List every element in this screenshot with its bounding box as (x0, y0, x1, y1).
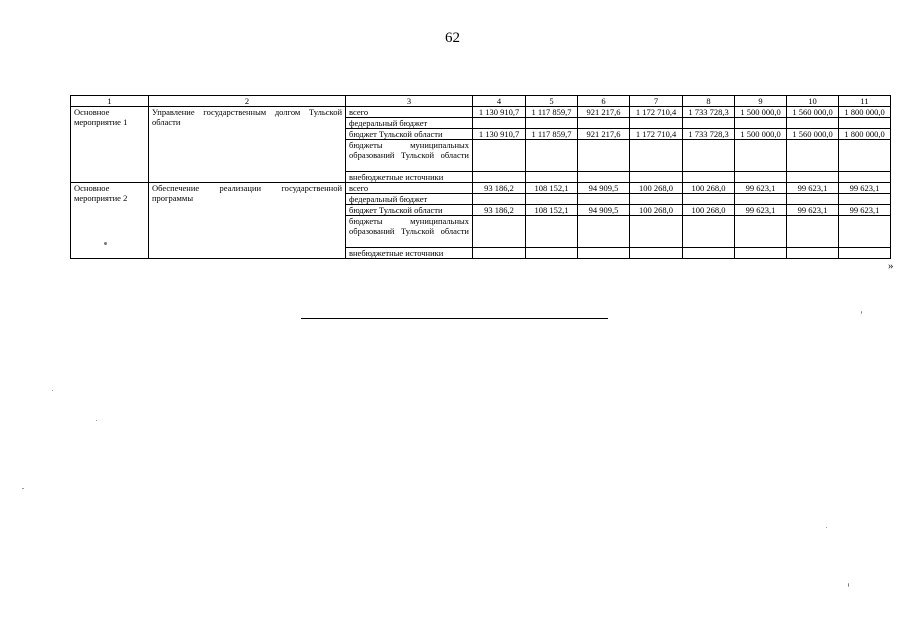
scan-speck (861, 311, 862, 314)
amount-cell: 93 186,2 (473, 205, 526, 216)
amount-cell (578, 140, 630, 172)
activity-description: Управление государственным долгом Тульской области (149, 107, 346, 183)
amount-cell (526, 118, 578, 129)
amount-cell: 100 268,0 (683, 183, 735, 194)
column-number: 4 (473, 96, 526, 107)
scan-speck (52, 390, 53, 391)
amount-cell: 1 172 710,4 (630, 129, 683, 140)
scan-speck (848, 583, 849, 587)
amount-cell (473, 172, 526, 183)
amount-cell (683, 194, 735, 205)
activity-name: Основное мероприятие 2 (71, 183, 149, 259)
amount-cell: 1 800 000,0 (839, 129, 891, 140)
funding-source: бюджет Тульской области (346, 205, 473, 216)
amount-cell: 921 217,6 (578, 129, 630, 140)
amount-cell (473, 140, 526, 172)
column-number: 10 (787, 96, 839, 107)
amount-cell (787, 172, 839, 183)
amount-cell: 100 268,0 (630, 183, 683, 194)
scan-speck (96, 420, 97, 421)
amount-cell (683, 172, 735, 183)
amount-cell: 1 560 000,0 (787, 107, 839, 118)
amount-cell (526, 248, 578, 259)
amount-cell (578, 172, 630, 183)
amount-cell (683, 140, 735, 172)
amount-cell: 921 217,6 (578, 107, 630, 118)
funding-source: федеральный бюджет (346, 118, 473, 129)
amount-cell (526, 140, 578, 172)
funding-source: бюджет Тульской области (346, 129, 473, 140)
amount-cell (683, 248, 735, 259)
column-number: 3 (346, 96, 473, 107)
amount-cell: 108 152,1 (526, 183, 578, 194)
amount-cell: 99 623,1 (735, 183, 787, 194)
amount-cell: 100 268,0 (683, 205, 735, 216)
amount-cell: 1 560 000,0 (787, 129, 839, 140)
funding-source: всего (346, 107, 473, 118)
amount-cell: 1 733 728,3 (683, 129, 735, 140)
amount-cell (839, 194, 891, 205)
amount-cell: 94 909,5 (578, 205, 630, 216)
amount-cell: 99 623,1 (839, 205, 891, 216)
amount-cell (735, 118, 787, 129)
amount-cell (630, 194, 683, 205)
funding-source: всего (346, 183, 473, 194)
table-row (71, 107, 891, 118)
amount-cell (473, 248, 526, 259)
column-number: 1 (71, 96, 149, 107)
amount-cell (839, 216, 891, 248)
amount-cell (787, 216, 839, 248)
amount-cell (839, 248, 891, 259)
amount-cell: 1 172 710,4 (630, 107, 683, 118)
amount-cell (578, 216, 630, 248)
budget-table (70, 95, 891, 259)
amount-cell (630, 172, 683, 183)
amount-cell: 93 186,2 (473, 183, 526, 194)
amount-cell (839, 140, 891, 172)
amount-cell (683, 216, 735, 248)
scan-speck (104, 242, 107, 245)
column-number: 9 (735, 96, 787, 107)
activity-name: Основное мероприятие 1 (71, 107, 149, 183)
amount-cell (473, 118, 526, 129)
amount-cell: 99 623,1 (787, 183, 839, 194)
amount-cell (578, 194, 630, 205)
amount-cell (578, 248, 630, 259)
amount-cell: 100 268,0 (630, 205, 683, 216)
funding-source: федеральный бюджет (346, 194, 473, 205)
amount-cell: 1 500 000,0 (735, 107, 787, 118)
funding-source: внебюджетные источники (346, 172, 473, 183)
amount-cell (526, 216, 578, 248)
column-number: 2 (149, 96, 346, 107)
amount-cell (683, 118, 735, 129)
column-number: 8 (683, 96, 735, 107)
amount-cell (839, 172, 891, 183)
amount-cell (578, 118, 630, 129)
amount-cell (735, 140, 787, 172)
amount-cell: 1 500 000,0 (735, 129, 787, 140)
column-number: 6 (578, 96, 630, 107)
table-row (71, 183, 891, 194)
activity-description: Обеспечение реализации государственной программы (149, 183, 346, 259)
closing-quote-mark: » (888, 260, 894, 272)
amount-cell (630, 118, 683, 129)
page-number: 62 (445, 30, 460, 46)
amount-cell (735, 194, 787, 205)
scan-speck (826, 527, 827, 528)
column-number: 11 (839, 96, 891, 107)
amount-cell: 1 130 910,7 (473, 129, 526, 140)
amount-cell (630, 140, 683, 172)
amount-cell: 99 623,1 (787, 205, 839, 216)
amount-cell (473, 194, 526, 205)
amount-cell (630, 216, 683, 248)
amount-cell: 1 800 000,0 (839, 107, 891, 118)
amount-cell (787, 194, 839, 205)
amount-cell: 94 909,5 (578, 183, 630, 194)
amount-cell: 108 152,1 (526, 205, 578, 216)
amount-cell: 1 130 910,7 (473, 107, 526, 118)
end-rule (301, 318, 608, 319)
amount-cell (839, 118, 891, 129)
amount-cell (735, 248, 787, 259)
funding-source: внебюджетные источники (346, 248, 473, 259)
amount-cell: 1 733 728,3 (683, 107, 735, 118)
amount-cell: 99 623,1 (839, 183, 891, 194)
column-number: 7 (630, 96, 683, 107)
funding-source: бюджеты муниципальных образований Тульской области (346, 140, 473, 172)
amount-cell (787, 248, 839, 259)
amount-cell (735, 216, 787, 248)
scan-speck (22, 488, 24, 489)
column-number: 5 (526, 96, 578, 107)
amount-cell: 99 623,1 (735, 205, 787, 216)
amount-cell (526, 172, 578, 183)
amount-cell (526, 194, 578, 205)
amount-cell (787, 118, 839, 129)
amount-cell (630, 248, 683, 259)
amount-cell (787, 140, 839, 172)
amount-cell (473, 216, 526, 248)
amount-cell: 1 117 859,7 (526, 107, 578, 118)
funding-source: бюджеты муниципальных образований Тульской области (346, 216, 473, 248)
amount-cell (735, 172, 787, 183)
header-row (71, 96, 891, 107)
amount-cell: 1 117 859,7 (526, 129, 578, 140)
